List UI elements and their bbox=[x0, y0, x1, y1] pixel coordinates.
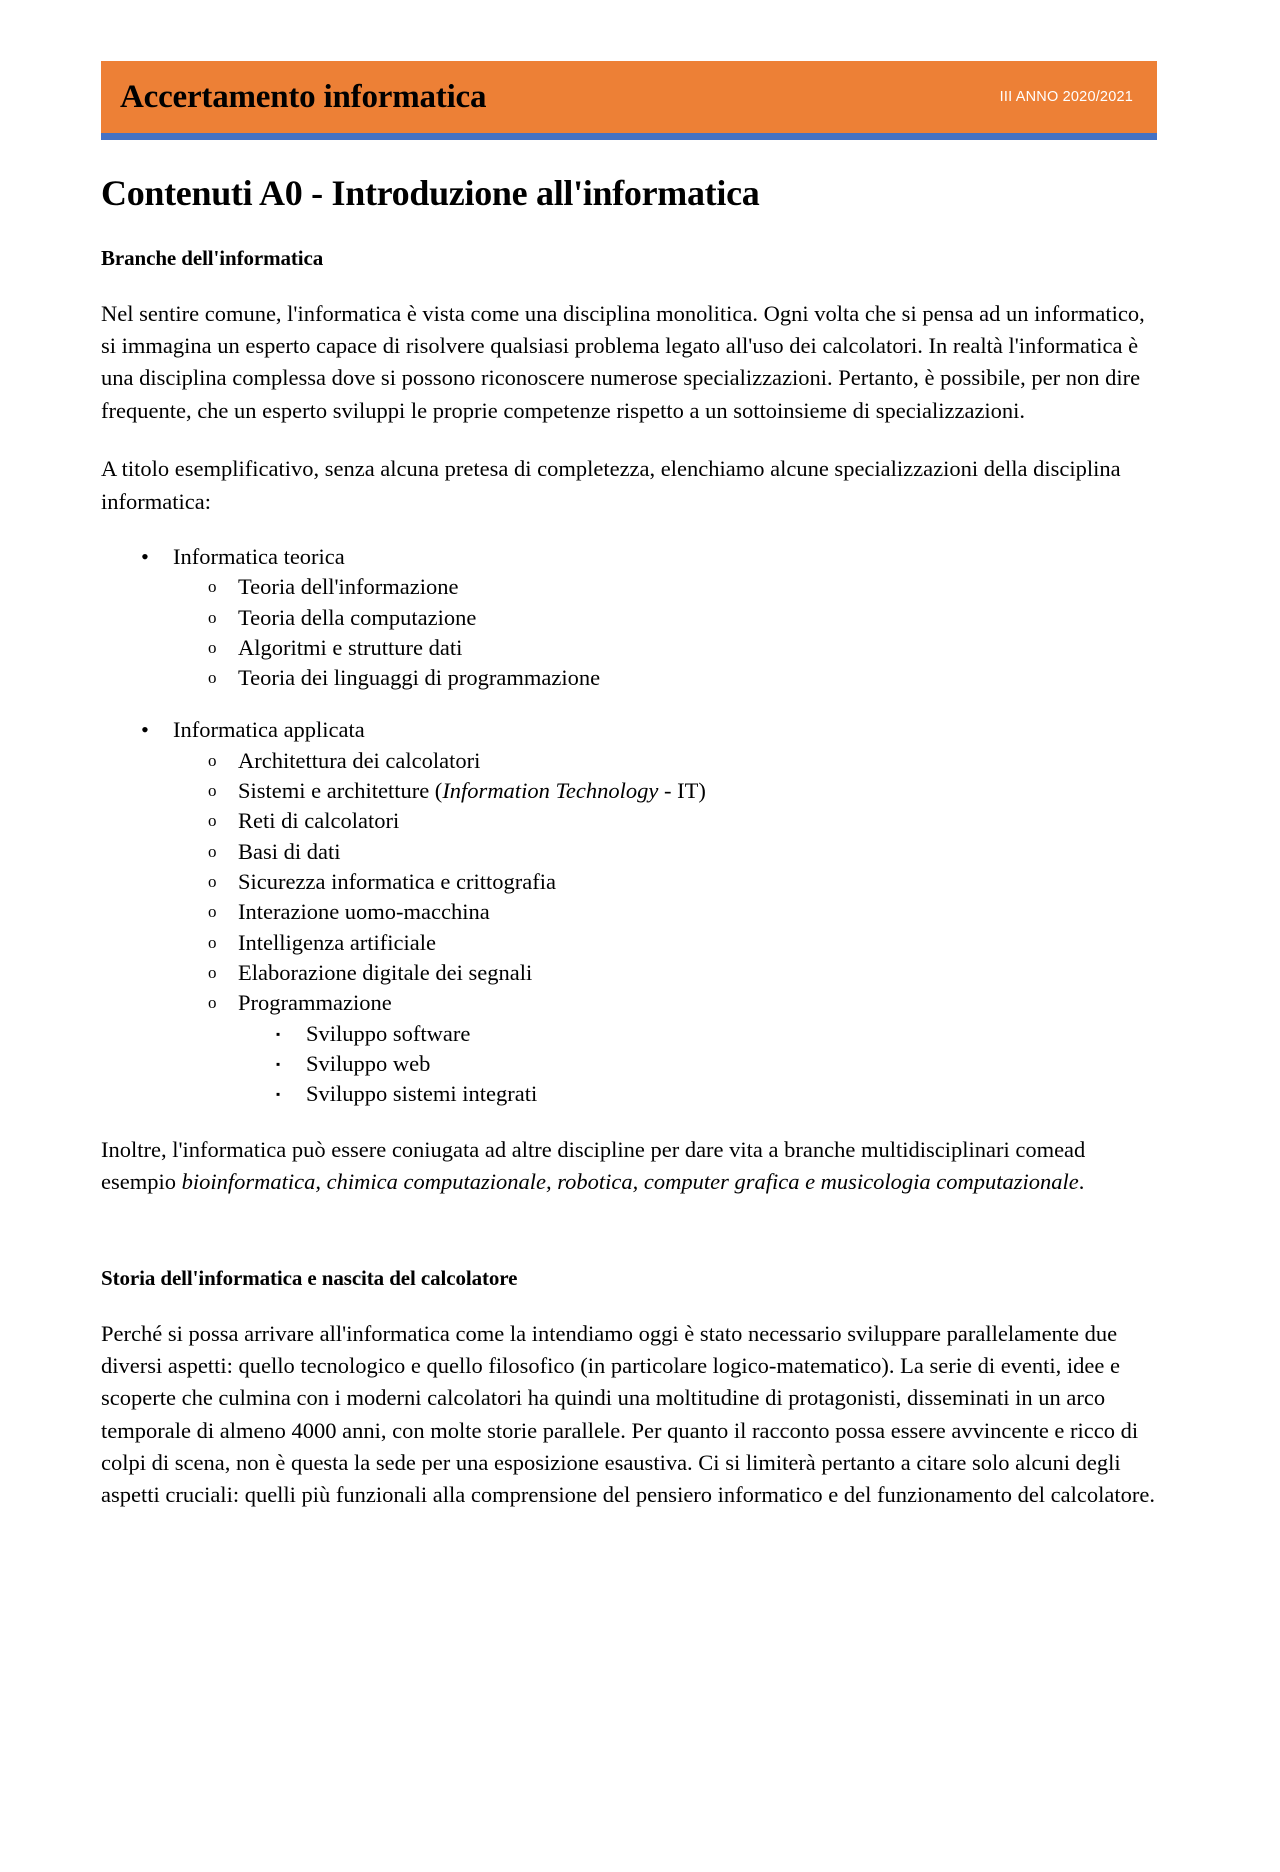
list-item-teoria-computazione bbox=[173, 605, 1161, 631]
closing-text-suffix: . bbox=[1078, 1168, 1085, 1194]
document-page bbox=[0, 61, 1280, 1872]
list-item-label: Interazione uomo-macchina bbox=[238, 899, 490, 925]
circle-bullet-icon: o bbox=[208, 637, 217, 657]
list-item-elaborazione-segnali bbox=[173, 960, 1161, 986]
square-bullet-icon: ▪ bbox=[276, 1056, 281, 1071]
circle-bullet-icon: o bbox=[208, 781, 217, 801]
circle-bullet-icon: o bbox=[208, 872, 217, 892]
list-item-label: Sviluppo software bbox=[306, 1020, 471, 1046]
circle-bullet-icon: o bbox=[208, 962, 217, 982]
circle-bullet-icon: o bbox=[208, 811, 217, 831]
circle-bullet-icon: o bbox=[208, 902, 217, 922]
list-item-label: Algoritmi e strutture dati bbox=[238, 634, 463, 660]
circle-bullet-icon: o bbox=[208, 668, 217, 688]
closing-text-prefix: Inoltre, l'informatica può essere coniugata ad altre discipline per dare vita a branche multidisciplinari comead esempio bbox=[101, 1136, 1086, 1194]
list-item-reti-calcolatori bbox=[173, 808, 1161, 834]
paragraph-branche-closing bbox=[101, 1134, 1161, 1199]
branches-list bbox=[101, 544, 1161, 1108]
list-item-sviluppo-software bbox=[238, 1021, 1161, 1047]
paragraph-branche-intro: Nel sentire comune, l'informatica è vista come una disciplina monolitica. Ogni volta che si pensa ad un informatico, si immagina un esperto capace di risolvere qualsiasi problema legato all'uso dei calcolatori. In realtà l'informatica è una disciplina complessa dove si possono riconoscere numerose specializzazioni. Pertanto, è possibile, per non dire frequente, che un esperto sviluppi le proprie competenze rispetto a un sottoinsieme di specializzazioni. bbox=[101, 300, 1145, 423]
page-title: Contenuti A0 - Introduzione all'informatica bbox=[101, 173, 760, 213]
list-item-label: Elaborazione digitale dei segnali bbox=[238, 959, 533, 985]
paragraph-branche-list-intro: A titolo esemplificativo, senza alcuna pretesa di completezza, elenchiamo alcune specializzazioni della disciplina informatica: bbox=[101, 456, 1121, 514]
disc-bullet-icon: • bbox=[141, 717, 149, 743]
header-academic-year: III ANNO 2020/2021 bbox=[999, 89, 1133, 105]
section-heading-branche: Branche dell'informatica bbox=[101, 246, 324, 271]
header-bar bbox=[101, 61, 1157, 133]
list-item-intelligenza-artificiale bbox=[173, 930, 1161, 956]
circle-bullet-icon: o bbox=[208, 932, 217, 952]
section-heading-storia: Storia dell'informatica e nascita del calcolatore bbox=[101, 1266, 518, 1291]
list-item-label: Teoria dei linguaggi di programmazione bbox=[238, 665, 601, 691]
list-item-sicurezza-crittografia bbox=[173, 869, 1161, 895]
list-item-interazione-uomo-macchina bbox=[173, 899, 1161, 925]
list-item-label: Intelligenza artificiale bbox=[238, 929, 437, 955]
list-item-label: Sviluppo sistemi integrati bbox=[306, 1081, 538, 1107]
list-item-programmazione bbox=[173, 990, 1161, 1107]
sublist-informatica-teorica bbox=[173, 574, 1161, 691]
header-accent-rule bbox=[101, 133, 1157, 140]
list-item-informatica-teorica bbox=[101, 544, 1161, 692]
circle-bullet-icon: o bbox=[208, 607, 217, 627]
list-item-informatica-applicata bbox=[101, 717, 1161, 1107]
list-item-sistemi-architetture bbox=[173, 778, 1161, 804]
list-item-teoria-informazione bbox=[173, 574, 1161, 600]
list-item-label: Informatica applicata bbox=[173, 717, 365, 743]
list-item-basi-di-dati bbox=[173, 839, 1161, 865]
list-item-label: Architettura dei calcolatori bbox=[238, 747, 481, 773]
list-item-label: Reti di calcolatori bbox=[238, 808, 400, 834]
list-item-teoria-linguaggi bbox=[173, 665, 1161, 691]
circle-bullet-icon: o bbox=[208, 577, 217, 597]
list-item-architettura-calcolatori bbox=[173, 748, 1161, 774]
list-item-sviluppo-web bbox=[238, 1051, 1161, 1077]
paragraph-storia-intro: Perché si possa arrivare all'informatica come la intendiamo oggi è stato necessario sviluppare parallelamente due diversi aspetti: quello tecnologico e quello filosofico (in particolare logico-matematico). La serie di eventi, idee e scoperte che culmina con i moderni calcolatori ha quindi una moltitudine di protagonisti, disseminati in un arco temporale di almeno 4000 anni, con molte storie parallele. Per quanto il racconto possa essere avvincente e ricco di colpi di scena, non è questa la sede per una esposizione esaustiva. Ci si limiterà pertanto a citare solo alcuni degli aspetti cruciali: quelli più funzionali alla comprensione del pensiero informatico e del funzionamento del calcolatore. bbox=[101, 1320, 1155, 1508]
list-item-label-suffix: - IT) bbox=[658, 778, 706, 804]
list-item-label: Sviluppo web bbox=[306, 1050, 431, 1076]
circle-bullet-icon: o bbox=[208, 750, 217, 770]
closing-text-italic: bioinformatica, chimica computazionale, robotica, computer grafica e musicologia computazionale bbox=[181, 1168, 1079, 1194]
list-item-label-italic: Information Technology bbox=[442, 778, 659, 804]
header-course-title: Accertamento informatica bbox=[120, 78, 487, 115]
disc-bullet-icon: • bbox=[141, 543, 149, 569]
document-content bbox=[101, 173, 1161, 1512]
list-item-label: Basi di dati bbox=[238, 838, 341, 864]
list-item-label: Informatica teorica bbox=[173, 543, 345, 569]
list-item-sviluppo-sistemi-integrati bbox=[238, 1081, 1161, 1107]
list-item-label-prefix: Sistemi e architetture ( bbox=[238, 778, 443, 804]
list-item-label: Programmazione bbox=[238, 990, 392, 1016]
square-bullet-icon: ▪ bbox=[276, 1087, 281, 1102]
circle-bullet-icon: o bbox=[208, 993, 217, 1013]
list-item-label: Teoria della computazione bbox=[238, 604, 477, 630]
list-item-label: Teoria dell'informazione bbox=[238, 574, 459, 600]
page-header-banner bbox=[101, 61, 1157, 140]
list-item-algoritmi-strutture-dati bbox=[173, 635, 1161, 661]
circle-bullet-icon: o bbox=[208, 841, 217, 861]
square-bullet-icon: ▪ bbox=[276, 1026, 281, 1041]
sublist-informatica-applicata bbox=[173, 748, 1161, 1108]
sublist-programmazione bbox=[238, 1021, 1161, 1108]
list-item-label: Sicurezza informatica e crittografia bbox=[238, 869, 556, 895]
